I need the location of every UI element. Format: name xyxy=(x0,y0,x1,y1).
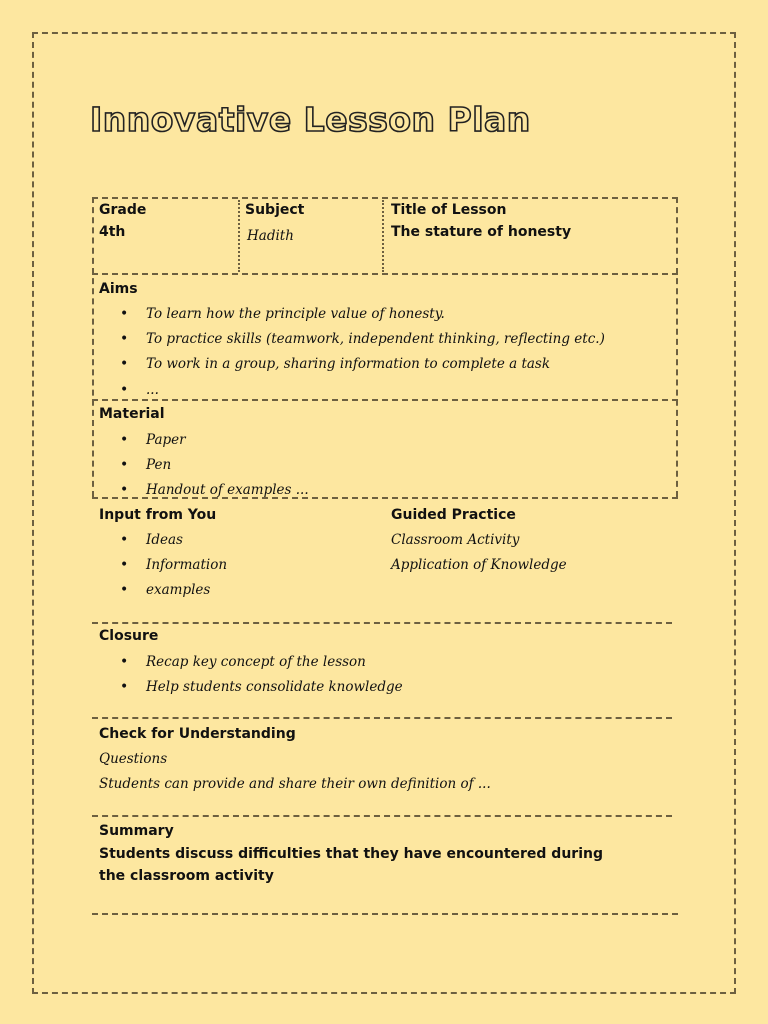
column-divider-1 xyxy=(238,200,240,272)
table-left-border xyxy=(92,197,94,497)
check-line: Students can provide and share their own definition of ... xyxy=(99,776,491,792)
table-right-border xyxy=(676,197,678,497)
summary-label: Summary xyxy=(99,823,174,839)
summary-text: Students discuss difficulties that they have encountered during the classroom activity xyxy=(99,846,603,884)
guided-practice-label: Guided Practice xyxy=(391,507,516,523)
list-item: • Handout of examples ... xyxy=(118,478,309,503)
list-item: • Help students consolidate knowledge xyxy=(118,675,403,700)
closure-list xyxy=(118,650,403,700)
material-divider xyxy=(92,497,678,499)
list-item: • Information xyxy=(118,553,227,578)
closure-label: Closure xyxy=(99,628,159,644)
grade-label: Grade xyxy=(99,202,147,218)
table-top-border xyxy=(92,197,678,199)
page-title: Innovative Lesson Plan xyxy=(90,100,531,139)
material-label: Material xyxy=(99,406,165,422)
list-item: • Paper xyxy=(118,428,309,453)
summary-divider xyxy=(92,913,678,915)
aims-list xyxy=(118,302,605,403)
list-item: • To practice skills (teamwork, independent thinking, reflecting etc.) xyxy=(118,327,605,352)
subject-label: Subject xyxy=(245,202,305,218)
lesson-title-label: Title of Lesson xyxy=(391,202,507,218)
aims-divider xyxy=(92,399,678,401)
list-item: • examples xyxy=(118,578,227,603)
check-label: Check for Understanding xyxy=(99,726,296,742)
column-divider-2 xyxy=(382,200,384,272)
aims-label: Aims xyxy=(99,281,138,297)
table-row-divider xyxy=(92,273,678,275)
subject-value: Hadith xyxy=(247,228,294,244)
list-item: • Ideas xyxy=(118,528,227,553)
guided-practice-line: Application of Knowledge xyxy=(391,557,567,573)
list-item: • ... xyxy=(118,378,605,403)
guided-practice-line: Classroom Activity xyxy=(391,532,520,548)
list-item: • To learn how the principle value of honesty. xyxy=(118,302,605,327)
check-divider xyxy=(92,815,672,817)
check-line: Questions xyxy=(99,751,168,767)
list-item: • Recap key concept of the lesson xyxy=(118,650,403,675)
input-list xyxy=(118,528,227,604)
input-label: Input from You xyxy=(99,507,217,523)
lesson-title-value: The stature of honesty xyxy=(391,224,572,240)
input-divider xyxy=(92,622,672,624)
list-item: • Pen xyxy=(118,453,309,478)
material-list xyxy=(118,428,309,504)
grade-value: 4th xyxy=(99,224,126,240)
list-item: • To work in a group, sharing information to complete a task xyxy=(118,352,605,377)
closure-divider xyxy=(92,717,672,719)
